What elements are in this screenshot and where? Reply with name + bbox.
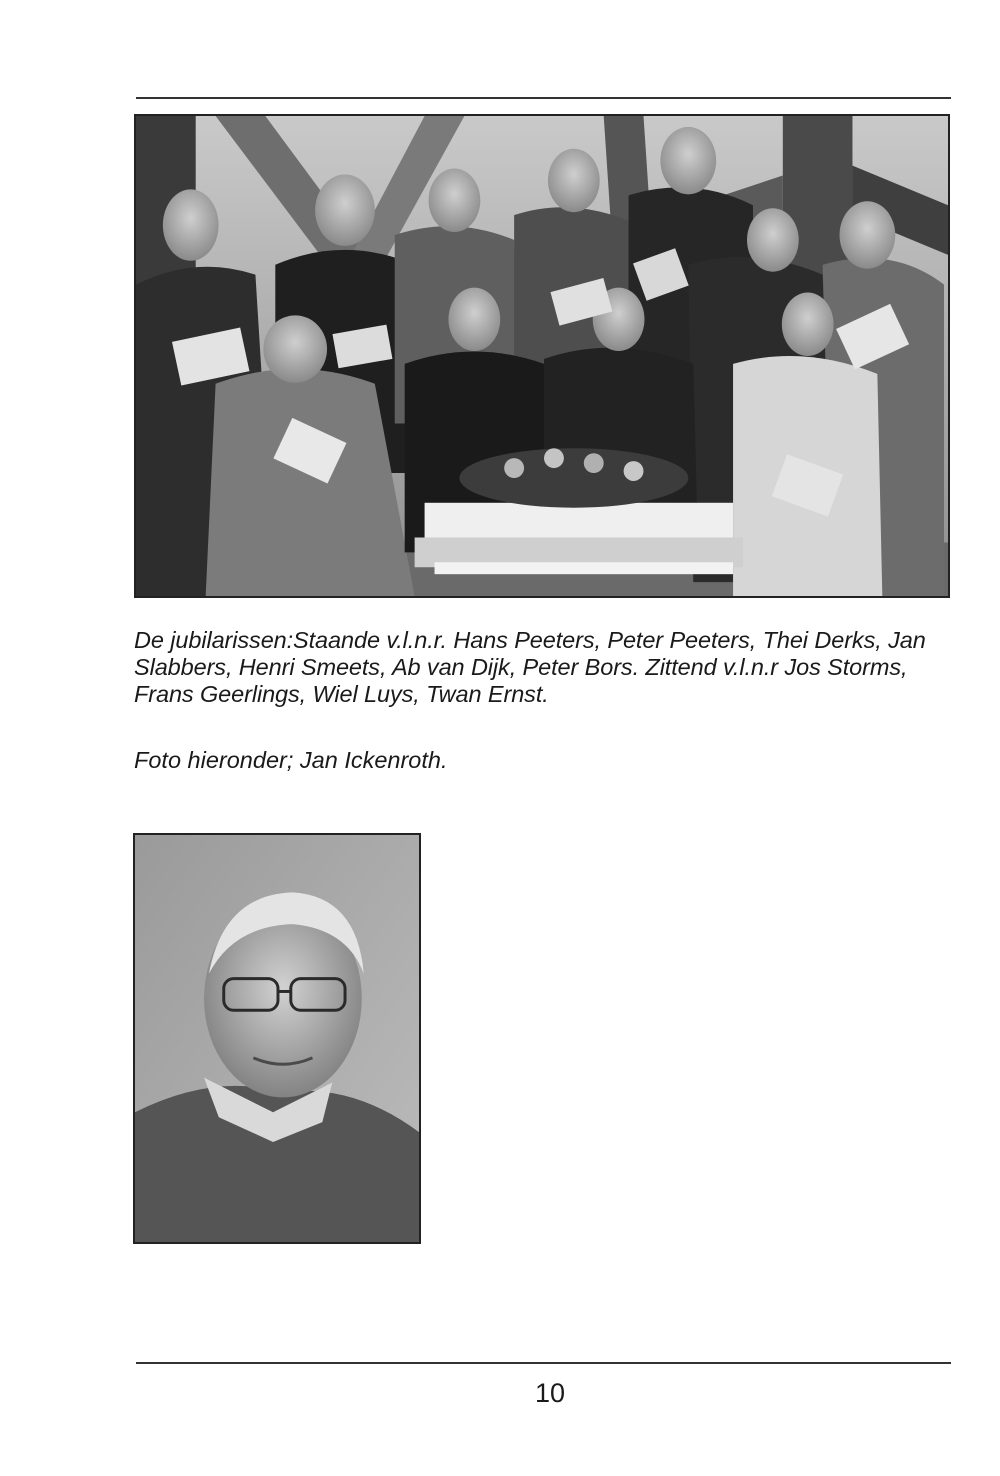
bottom-rule bbox=[136, 1362, 951, 1364]
group-photo-image bbox=[136, 116, 948, 596]
page-number: 10 bbox=[534, 1378, 566, 1408]
group-photo bbox=[134, 114, 950, 598]
portrait-photo bbox=[133, 833, 421, 1244]
photo-credit: Foto hieronder; Jan Ickenroth. bbox=[134, 747, 448, 773]
top-rule bbox=[136, 97, 951, 99]
portrait-photo-image bbox=[135, 835, 419, 1242]
photo-caption: De jubilarissen:Staande v.l.n.r. Hans Peeters, Peter Peeters, Thei Derks, Jan Slabbers, Henri Smeets, Ab van Dijk, Peter Bors. Zittend v.l.n.r Jos Storms, Frans Geerlings, Wiel Luys, Twan Ernst. bbox=[134, 627, 926, 707]
